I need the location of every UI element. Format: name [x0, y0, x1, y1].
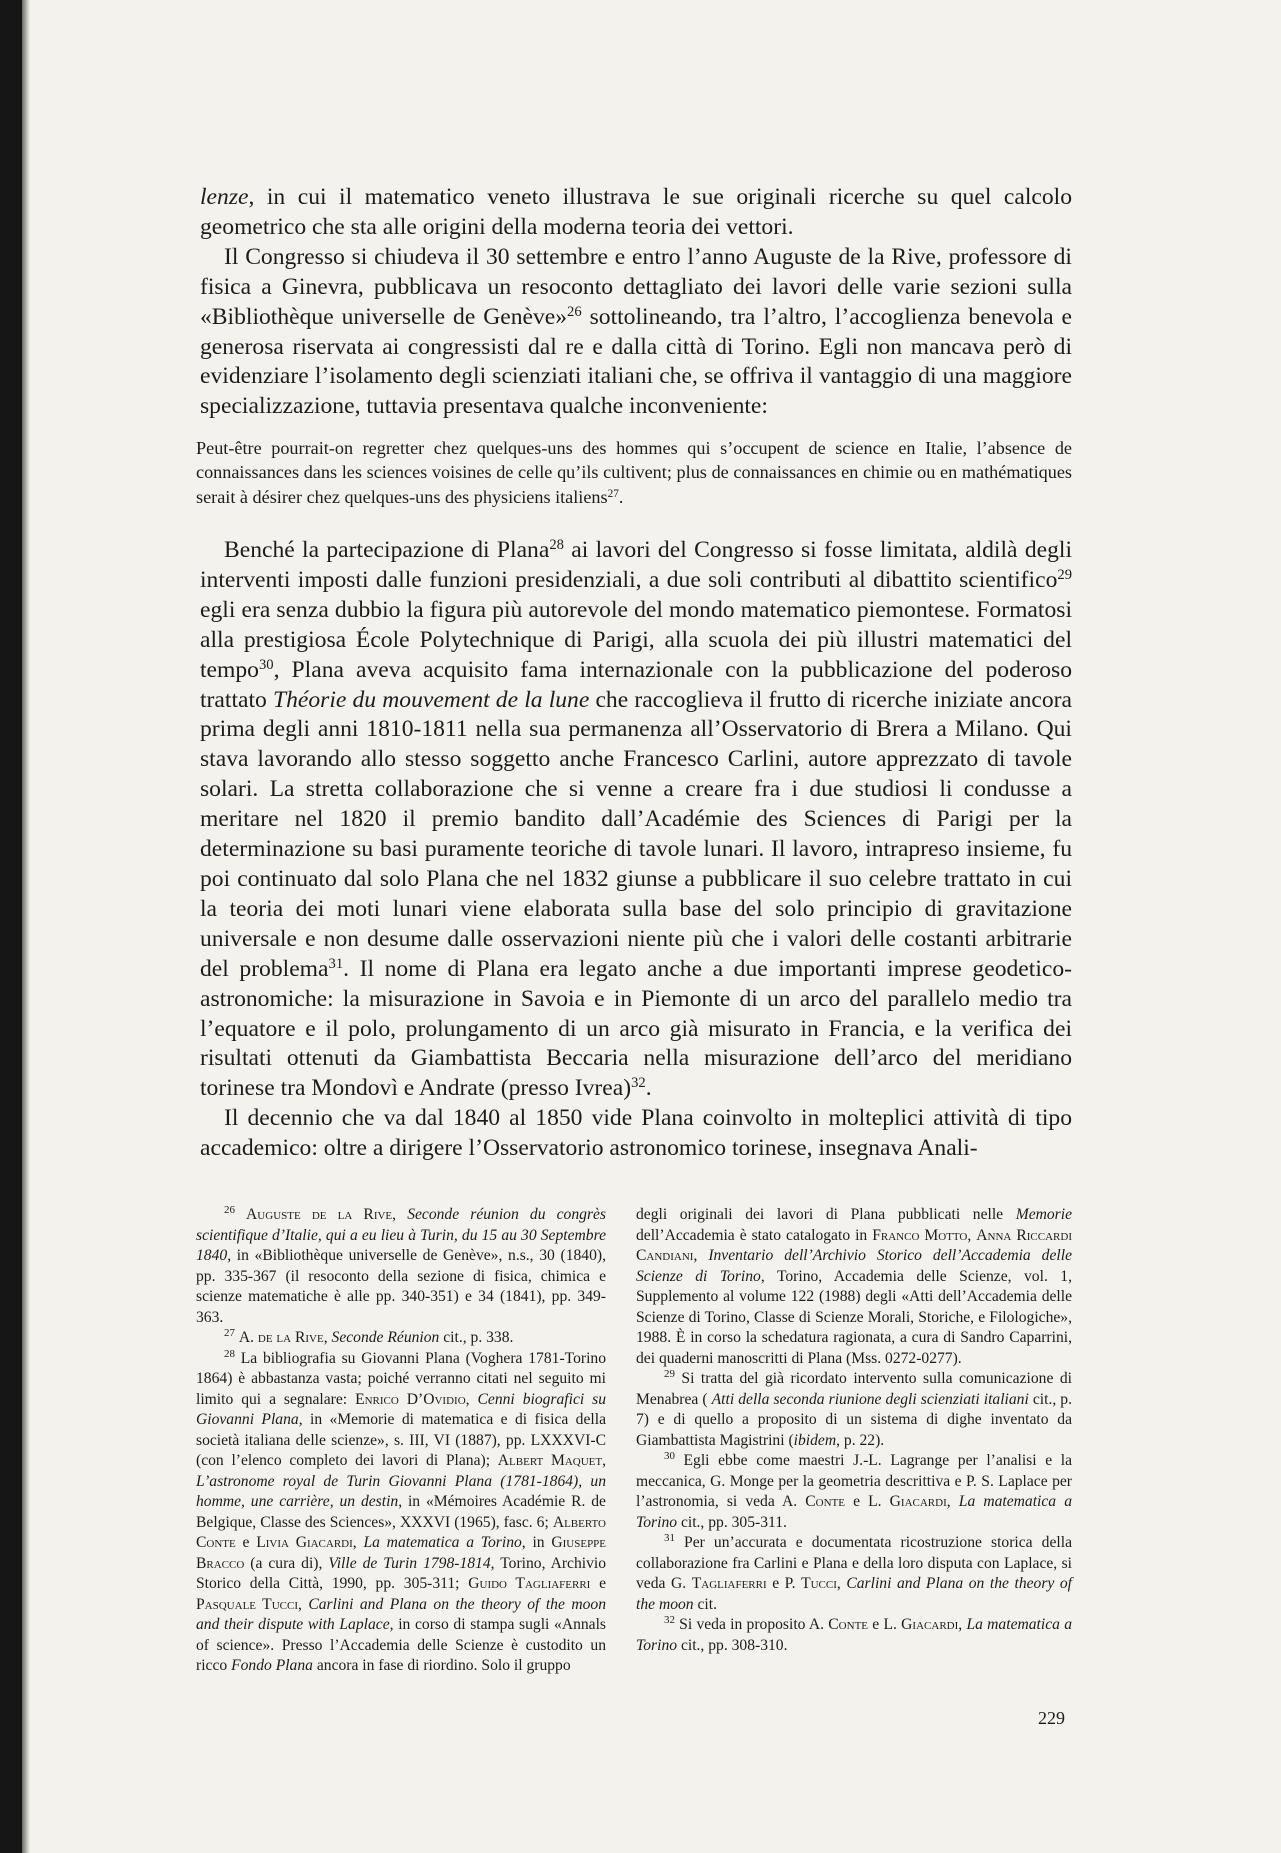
footnote-ref-30: 30: [258, 656, 274, 673]
paragraph-1: lenze, in cui il matematico veneto illustrava le sue originali ricerche su quel calcolo geometrico che sta alle origini della moderna teoria dei vettori.: [200, 184, 1072, 240]
paragraph-3: Benché la partecipazione di Plana$^{28}$ ai lavori del Congresso si fosse limitata, aldilà degli interventi imposti dalle funzioni presidenziali, a due soli contributi al dibattito scientifico$^{29}$ egli era senza dubbio la figura più autorevole del mondo matematico piemontese. Formatosi alla prestigiosa École Polytechnique di Parigi, alla scuola dei più illustri matematici del tempo$^{30}$, Plana aveva acquisito fama internazionale con la pubblicazione del poderoso trattato Théorie du mouvement de la lune che raccoglieva il frutto di ricerche iniziate ancora prima degli anni 1810-1811 nella sua permanenza all’Osservatorio di Brera a Milano. Qui stava lavorando allo stesso soggetto anche Francesco Carlini, autore apprezzato di tavole solari. La stretta collaborazione che si venne a creare fra i due studiosi li condusse a meritare nel 1820 il premio bandito dall’Académie des Sciences di Parigi per la determinazione su basi puramente teoriche di tavole lunari. Il lavoro, intrapreso insieme, fu poi continuato dal solo Plana che nel 1832 giunse a pubblicare il suo celebre trattato in cui la teoria dei moti lunari viene elaborata sulla base del solo principio di gravitazione universale e non desume dalle osservazioni niente più che i valori delle costanti arbitrarie del problema$^{31}$. Il nome di Plana era legato anche a due importanti imprese geodetico-astronomiche: la misurazione in Savoia e in Piemonte di un arco del parallelo medio tra l’equatore e il polo, prolungamento di un arco già misurato in Francia, e la verifica dei risultati ottenuti da Giambattista Beccaria nella misurazione dell’arco del meridiano torinese tra Mondovì e Andrate (presso Ivrea)$^{32}$.: [200, 536, 1073, 1102]
footnotes-left-column: [196, 1205, 606, 1677]
footnote-27: $^{27}$ A. de la Rive, Seconde Réunion cit., p. 338.: [224, 1327, 514, 1346]
footnote-ref-29: 29: [1057, 566, 1072, 583]
footnote-ref-26: 26: [567, 303, 582, 320]
footnote-31: $^{31}$ Per un’accurata e documentata ricostruzione storica della collaborazione fra Carlini e Plana e della loro disputa con Laplace, si veda G. Tagliaferri e P. Tucci, Carlini and Plana on the theory of the moon cit.: [636, 1532, 1073, 1613]
footnote-ref-28: 28: [549, 536, 564, 553]
footnote-ref-27: 27: [607, 487, 619, 500]
footnote-32: $^{32}$ Si veda in proposito A. Conte e L. Giacardi, La matematica a Torino cit., pp. 308-310.: [636, 1614, 1072, 1654]
footnotes-right-column: [636, 1205, 1072, 1656]
footnote-28-continued: degli originali dei lavori di Plana pubblicati nelle Memorie dell’Accademia è stato catalogato in Franco Motto, Anna Riccardi Candiani, Inventario dell’Archivio Storico dell’Accademia delle Scienze di Torino, Torino, Accademia delle Scienze, vol. 1, Supplemento al volume 122 (1988) degli «Atti dell’Accademia delle Scienze di Torino, Classe di Scienze Morali, Storiche, e Filologiche», 1988. È in corso la schedatura ragionata, a cura di Sandro Caparrini, dei quaderni manoscritti di Plana (Mss. 0272-0277).: [636, 1206, 1073, 1367]
footnote-29: $^{29}$ Si tratta del già ricordato intervento sulla comunicazione di Menabrea ( Atti della seconda riunione degli scienziati italiani cit., p. 7) e di quello a proposito di un sistema di dighe inventato da Giambattista Magistrini (ibidem, p. 22).: [636, 1368, 1072, 1449]
footnote-26: $^{26}$ Auguste de la Rive, Seconde réunion du congrès scientifique d’Italie, qui a eu lieu à Turin, du 15 au 30 Septembre 1840, in «Bibliothèque universelle de Genève», n.s., 30 (1840), pp. 335-367 (il resoconto della sezione di fisica, chimica e scienze matematiche è alle pp. 340-351) e 34 (1841), pp. 349-363.: [196, 1204, 607, 1326]
footnote-ref-31: 31: [328, 955, 344, 972]
footnote-28: $^{28}$ La bibliografia su Giovanni Plana (Voghera 1781-Torino 1864) è abbastanza vasta; poiché verranno citati nel seguito mi limito qui a segnalare: Enrico D’Ovidio, Cenni biografici su Giovanni Plana, in «Memorie di matematica e di fisica della società italiana delle scienze», s. III, VI (1887), pp. LXXXVI-C (con l’elenco completo dei lavori di Plana); Albert Maquet, L’astronome royal de Turin Giovanni Plana (1781-1864), un homme, une carrière, un destin, in «Mémoires Académie R. de Belgique, Classe des Sciences», XXXVI (1965), fasc. 6; Alberto Conte e Livia Giacardi, La matematica a Torino, in Giuseppe Bracco (a cura di), Ville de Turin 1798-1814, Torino, Archivio Storico della Città, 1990, pp. 305-311; Guido Tagliaferri e Pasquale Tucci, Carlini and Plana on the theory of the moon and their dispute with Laplace, in corso di stampa sugli «Annals of science». Presso l’Accademia delle Scienze è custodito un ricco Fondo Plana ancora in fase di riordino. Solo il gruppo: [196, 1347, 607, 1674]
footnote-30: $^{30}$ Egli ebbe come maestri J.-L. Lagrange per l’analisi e la meccanica, G. Monge per la geometria descrittiva e P. S. Laplace per l’astronomia, si veda A. Conte e L. Giacardi, La matematica a Torino cit., pp. 305-311.: [636, 1450, 1072, 1531]
binding-shadow: [22, 0, 30, 1853]
footnote-ref-32: 32: [631, 1075, 646, 1092]
body-text-top: [200, 183, 1072, 422]
body-text-main: [200, 536, 1072, 1164]
book-binding-edge: [0, 0, 22, 1853]
page-number: 229: [1038, 1708, 1065, 1728]
block-quote: Peut-être pourrait-on regretter chez quelques-uns des hommes qui s’occupent de science en Italie, l’absence de connaissances dans les sciences voisines de celle qu’ils cultivent; plus de connaissances en chimie ou en mathématiques serait à désirer chez quelques-uns des physiciens italiens$^{27}$.: [196, 438, 1072, 507]
paragraph-4: Il decennio che va dal 1840 al 1850 vide Plana coinvolto in molteplici attività di tipo accademico: oltre a dirigere l’Osservatorio astronomico torinese, insegnava Anali-: [200, 1105, 1072, 1162]
paragraph-2: Il Congresso si chiudeva il 30 settembre e entro l’anno Auguste de la Rive, professore di fisica a Ginevra, pubblicava un resoconto dettagliato dei lavori delle varie sezioni sulla «Bibliothèque universelle de Genève»$^{26}$ sottolineando, tra l’altro, l’accoglienza benevola e generosa riservata ai congressisti dal re e dalla città di Torino. Egli non mancava però di evidenziare l’isolamento degli scienziati italiani che, se offriva il vantaggio di una maggiore specializzazione, tuttavia presentava qualche inconveniente:: [200, 243, 1072, 420]
